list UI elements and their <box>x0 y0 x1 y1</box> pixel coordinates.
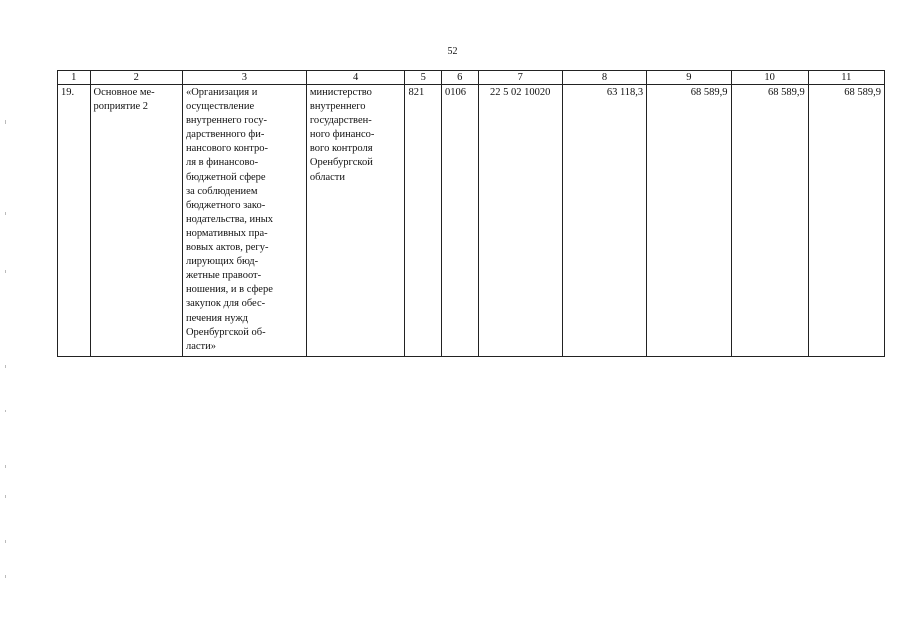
cell-line: бюджетной сфере <box>185 171 266 183</box>
event-name-cell <box>182 85 306 357</box>
cell-line: закупок для обес- <box>185 298 266 310</box>
page-number: 52 <box>447 46 458 57</box>
cell-line: министерство <box>309 87 372 98</box>
value-cell-9: 68 589,9 <box>647 85 731 357</box>
cell-line: «Организация и <box>185 87 258 98</box>
cell-line: Оренбургской об- <box>185 326 266 338</box>
cell-line: государствен- <box>309 115 372 127</box>
executor-cell <box>306 85 405 357</box>
col-header-9: 9 <box>647 71 731 85</box>
section-code-cell: 0106 <box>442 85 479 357</box>
scan-mark <box>5 365 6 368</box>
scan-mark <box>5 410 6 412</box>
col-header-8: 8 <box>562 71 646 85</box>
col-header-1: 1 <box>58 71 91 85</box>
cell-line: осуществление <box>185 101 255 113</box>
event-type-cell <box>90 85 182 357</box>
scan-mark <box>5 495 6 498</box>
grbs-code-cell: 821 <box>405 85 442 357</box>
cell-line: лирующих бюд- <box>185 256 259 268</box>
col-header-5: 5 <box>405 71 442 85</box>
value-cell-10: 68 589,9 <box>731 85 808 357</box>
cell-line: внутреннего <box>309 101 366 113</box>
cell-line: Основное ме- <box>93 87 155 98</box>
cell-line: Оренбургской <box>309 157 373 169</box>
cell-line: нодательства, иных <box>185 213 274 225</box>
col-header-3: 3 <box>182 71 306 85</box>
scan-mark <box>5 540 6 543</box>
cell-line: внутреннего госу- <box>185 115 268 127</box>
scan-mark <box>5 575 6 578</box>
table-row <box>58 85 885 357</box>
scan-mark <box>5 212 6 215</box>
col-header-4: 4 <box>306 71 405 85</box>
cell-line: ношения, и в сфере <box>185 284 273 296</box>
cell-line: роприятие 2 <box>93 101 149 113</box>
cell-line: вовых актов, регу- <box>185 242 269 254</box>
cell-line: за соблюдением <box>185 185 258 197</box>
cell-line: нансового контро- <box>185 143 268 155</box>
cell-line: ного финансо- <box>309 129 375 141</box>
budget-table <box>57 70 885 357</box>
col-header-10: 10 <box>731 71 808 85</box>
col-header-11: 11 <box>808 71 884 85</box>
scan-mark <box>5 465 6 468</box>
cell-line: бюджетного зако- <box>185 199 266 211</box>
header-row <box>58 71 885 85</box>
cell-line: области <box>309 171 345 183</box>
target-article-cell: 22 5 02 10020 <box>478 85 562 357</box>
col-header-7: 7 <box>478 71 562 85</box>
col-header-2: 2 <box>90 71 182 85</box>
cell-line: нормативных пра- <box>185 227 268 239</box>
cell-line: ля в финансово- <box>185 157 259 169</box>
cell-line: ласти» <box>185 340 216 352</box>
cell-line: печения нужд <box>185 312 248 324</box>
cell-line: дарственного фи- <box>185 129 265 141</box>
scan-mark <box>5 270 6 273</box>
cell-line: жетные правоот- <box>185 270 262 282</box>
row-number-cell: 19. <box>58 85 91 357</box>
cell-line: вого контроля <box>309 143 373 155</box>
col-header-6: 6 <box>442 71 479 85</box>
scan-mark <box>5 120 6 124</box>
scan-margin-marks <box>5 120 9 600</box>
value-cell-11: 68 589,9 <box>808 85 884 357</box>
value-cell-8: 63 118,3 <box>562 85 646 357</box>
